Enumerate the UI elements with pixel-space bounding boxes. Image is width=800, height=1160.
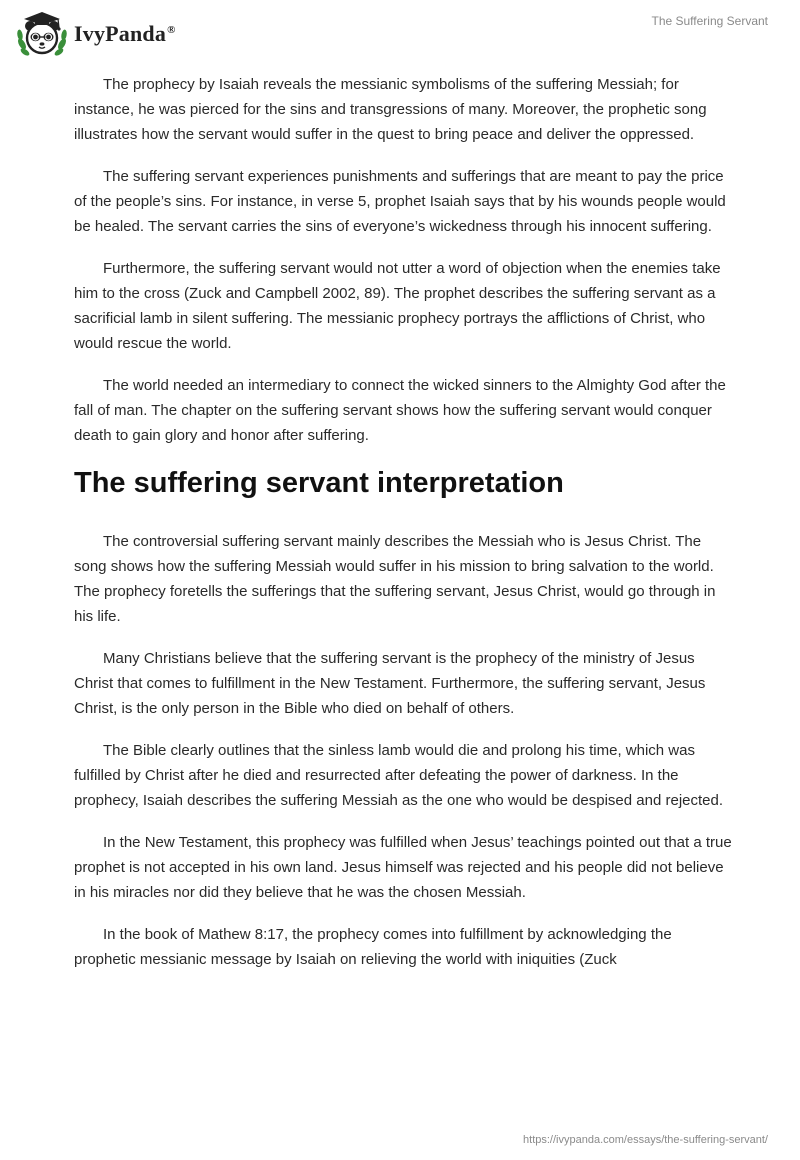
logo-name: IvyPanda	[74, 21, 167, 46]
document-title: The Suffering Servant	[651, 14, 768, 28]
essay-body	[74, 72, 734, 989]
paragraph: The world needed an intermediary to connect the wicked sinners to the Almighty God after the fall of man. The chapter on the suffering servant shows how the suffering servant would conquer death to gain glory and honor after suffering.	[74, 377, 726, 444]
paragraph: The controversial suffering servant mainly describes the Messiah who is Jesus Christ. The song shows how the suffering Messiah would suffer in his mission to bring salvation to the world. The prophecy foretells the sufferings that the suffering servant, Jesus Christ, would go through in his life.	[74, 533, 716, 625]
paragraph: The suffering servant experiences punishments and sufferings that are meant to pay the price of the people’s sins. For instance, in verse 5, prophet Isaiah says that by his wounds people would be healed. The servant carries the sins of everyone’s wickedness through his innocent suffering.	[74, 168, 726, 235]
ivypanda-logo[interactable]	[14, 8, 176, 58]
logo-wordmark	[74, 21, 176, 47]
paragraph: Many Christians believe that the suffering servant is the prophecy of the ministry of Jesus Christ that comes to fulfillment in the New Testament. Furthermore, the suffering servant, Jesus Christ, is the only person in the Bible who died on behalf of others.	[74, 650, 706, 717]
paragraph: Furthermore, the suffering servant would not utter a word of objection when the enemies take him to the cross (Zuck and Campbell 2002, 89). The prophet describes the suffering servant as a sacrificial lamb in silent suffering. The messianic prophecy portrays the afflictions of Christ, who would rescue the world.	[74, 260, 721, 352]
source-url[interactable]: https://ivypanda.com/essays/the-suffering-servant/	[523, 1134, 768, 1146]
panda-graduate-icon	[14, 8, 70, 58]
paragraph: In the book of Mathew 8:17, the prophecy comes into fulfillment by acknowledging the prophetic messianic message by Isaiah on relieving the world with iniquities (Zuck	[74, 926, 672, 968]
page-header	[0, 0, 800, 64]
paragraph: The prophecy by Isaiah reveals the messianic symbolisms of the suffering Messiah; for instance, he was pierced for the sins and transgressions of many. Moreover, the prophetic song illustrates how the servant would suffer in the quest to bring peace and deliver the oppressed.	[74, 76, 707, 143]
section-heading: The suffering servant interpretation	[74, 467, 564, 499]
logo-registered-mark: ®	[167, 23, 176, 36]
paragraph: The Bible clearly outlines that the sinless lamb would die and prolong his time, which was fulfilled by Christ after he died and resurrected after defeating the power of darkness. In the prophecy, Isaiah describes the suffering Messiah as the one who would be despised and rejected.	[74, 742, 724, 809]
paragraph: In the New Testament, this prophecy was fulfilled when Jesus’ teachings pointed out that a true prophet is not accepted in his own land. Jesus himself was rejected and his people did not believe in his miracles nor did they believe that he was the chosen Messiah.	[74, 834, 732, 901]
